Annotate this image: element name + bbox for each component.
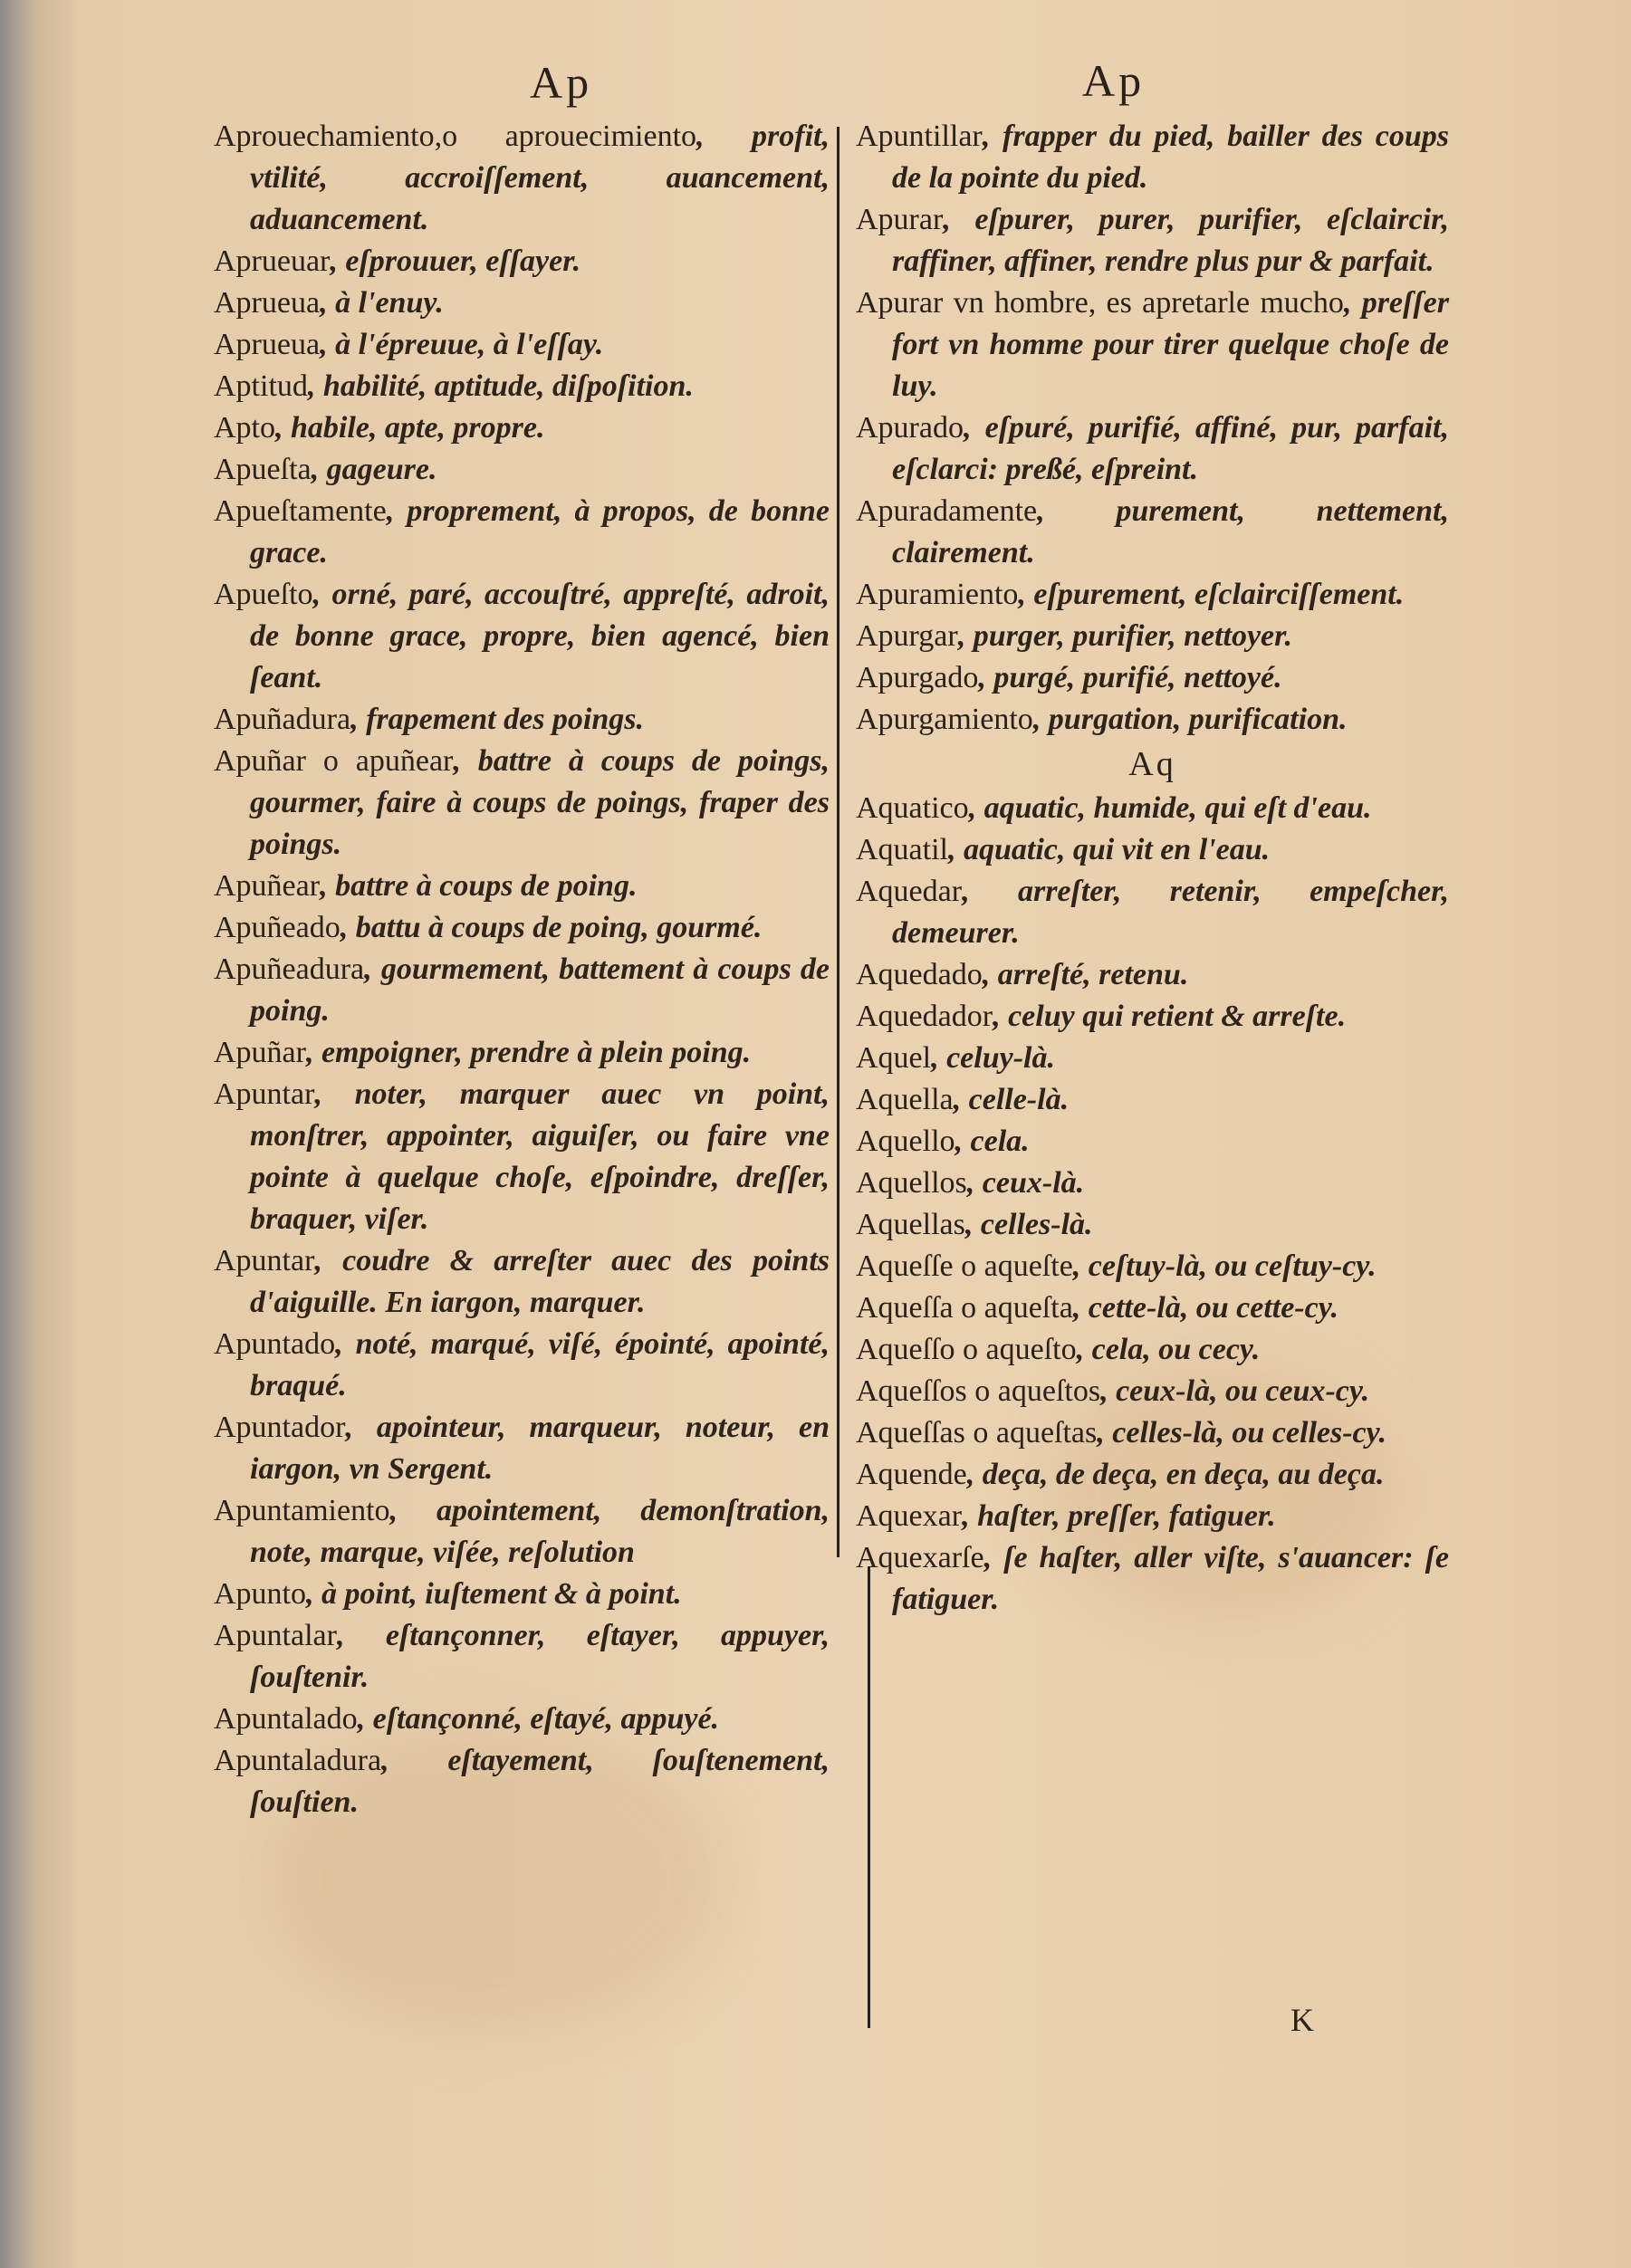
entry-gloss: , purgé, purifié, nettoyé. [978,661,1282,694]
dictionary-entry [214,574,830,699]
entry-headword: Apueſto [214,578,313,611]
entry-headword: Aprueua [214,328,321,361]
entry-gloss: , eſtançonné, eſtayé, appuyé. [357,1702,720,1736]
entry-gloss: , battre à coups de poings, gourmer, faire à coups de poings, fraper des poings. [250,744,830,861]
entry-headword: Apuntador [214,1411,346,1444]
section-heading-aq: Aq [1128,745,1176,783]
entry-gloss: , aquatic, qui vit en l'eau. [947,833,1271,866]
dictionary-entry [214,116,830,241]
entry-headword: Apuntalar [214,1619,337,1652]
dictionary-entry [214,949,830,1032]
dictionary-entry [856,1412,1449,1454]
entry-headword: Apueſta [214,453,312,486]
entry-headword: Apto [214,411,275,445]
right-ap-entries [856,116,1449,741]
entry-gloss: , cette-là, ou cette-cy. [1072,1291,1339,1325]
entry-headword: Aptitud [214,369,308,403]
entry-headword: Apuntaladura [214,1744,382,1777]
entry-headword: Apuntamiento [214,1494,390,1527]
entry-gloss: , celles-là, ou celles-cy. [1097,1416,1386,1450]
column-divider [868,1566,870,2028]
entry-gloss: , à l'enuy. [320,286,444,320]
dictionary-entry [856,616,1449,657]
entry-headword: Apuñadura [214,703,351,736]
dictionary-entry [214,407,830,449]
dictionary-entry [856,871,1449,954]
entry-headword: Apurgar [856,619,958,653]
entry-headword: Aquedador [856,1000,993,1033]
dictionary-entry [856,1038,1449,1079]
dictionary-entry [214,1490,830,1574]
dictionary-entry [856,1121,1449,1163]
dictionary-entry [856,1246,1449,1287]
entry-gloss: , celles-là. [964,1208,1093,1241]
dictionary-entry [856,1204,1449,1246]
entry-headword: Aquedar [856,875,963,908]
dictionary-entry [214,1407,830,1490]
entry-headword: Apuñear [214,869,321,903]
entry-headword: Aquexar [856,1499,963,1533]
dictionary-entry [214,866,830,907]
entry-headword: Aprueuar [214,244,331,278]
entry-gloss: , cela, ou cecy. [1076,1333,1261,1366]
dictionary-entry [856,1454,1449,1496]
dictionary-entry [214,449,830,491]
dictionary-entry [214,907,830,949]
dictionary-entry [214,366,830,407]
signature-mark: K [1290,2002,1314,2038]
entry-headword: Apuntado [214,1327,336,1361]
entry-gloss: , ſe haſter, aller viſte, s'auancer: ſe fatiguer. [892,1541,1449,1616]
dictionary-entry [214,741,830,866]
entry-gloss: , aquatic, humide, qui eſt d'eau. [968,791,1372,825]
entry-headword: Apuñar [214,1036,306,1069]
dictionary-entry [856,116,1449,199]
dictionary-entry [214,1240,830,1324]
entry-gloss: , haſter, preſſer, fatiguer. [962,1499,1276,1533]
entry-gloss: , ceſtuy-là, ou ceſtuy-cy. [1072,1249,1377,1283]
dictionary-entry [856,788,1449,829]
entry-gloss: , battu à coups de poing, gourmé. [340,911,763,944]
entry-headword: Apurado [856,411,964,445]
entry-gloss: , battre à coups de poing. [320,869,638,903]
dictionary-entry [214,1324,830,1407]
entry-headword: Aquatico [856,791,969,825]
entry-gloss: , empoigner, prendre à plein poing. [305,1036,752,1069]
entry-headword: Aprueua [214,286,321,320]
dictionary-entry [856,1163,1449,1204]
dictionary-entry [214,1699,830,1740]
entry-headword: Apuñeado [214,911,341,944]
entry-gloss: , purement, nettement, clairement. [892,494,1449,569]
entry-gloss: , eſprouuer, eſſayer. [330,244,581,278]
left-column [214,116,830,1823]
entry-gloss: , eſpurer, purer, purifier, eſclaircir, raffiner, affiner, rendre plus pur & parfait. [892,203,1449,278]
entry-headword: Aprouechamiento,o aprouecimiento [214,120,697,153]
entry-gloss: , frapper du pied, bailler des coups de la pointe du pied. [892,120,1449,195]
dictionary-entry [214,699,830,741]
dictionary-entry [856,829,1449,871]
entry-headword: Apueſtamente [214,494,387,528]
entry-headword: Apuntillar [856,120,983,153]
right-aq-entries [856,788,1449,1621]
entry-gloss: , ceux-là, ou ceux-cy. [1100,1374,1370,1408]
entry-gloss: , cela. [955,1124,1030,1158]
entry-headword: Aquel [856,1041,932,1075]
entry-headword: Aqueſſos o aqueſtos [856,1374,1101,1408]
entry-headword: Apurgamiento [856,703,1033,736]
entry-headword: Apurgado [856,661,979,694]
dictionary-entry [856,491,1449,574]
column-divider [837,127,839,1557]
entry-headword: Aquellas [856,1208,965,1241]
dictionary-entry [856,954,1449,996]
dictionary-entry [856,1496,1449,1537]
dictionary-entry [214,1615,830,1699]
entry-gloss: , frapement des poings. [350,703,645,736]
entry-headword: Aqueſſa o aqueſta [856,1291,1073,1325]
entry-headword: Aqueſſo o aqueſto [856,1333,1077,1366]
dictionary-entry [856,996,1449,1038]
entry-headword: Apurar vn hombre, es apretarle mucho [856,286,1344,320]
entry-gloss: , habile, apte, propre. [275,411,545,445]
entry-headword: Aquella [856,1083,954,1116]
dictionary-entry [856,657,1449,699]
entry-headword: Aquatil [856,833,948,866]
entry-headword: Apuradamente [856,494,1038,528]
entry-headword: Aqueſſas o aqueſtas [856,1416,1098,1450]
entry-gloss: , purgation, purification. [1032,703,1348,736]
entry-headword: Aquedado [856,958,983,991]
dictionary-entry [856,1371,1449,1412]
entry-gloss: , à l'épreuue, à l'eſſay. [320,328,604,361]
entry-headword: Apuñeadura [214,952,365,986]
entry-gloss: , arreſté, retenu. [982,958,1189,991]
entry-gloss: , apointeur, marqueur, noteur, en iargon, vn Sergent. [250,1411,830,1486]
left-column-header: Ap [530,57,593,108]
entry-gloss: , noter, marquer auec vn point, monſtrer, appointer, aiguiſer, ou faire vne pointe à quelque choſe, eſpoindre, dreſſer, braquer, viſer. [250,1077,830,1236]
entry-gloss: , celle-là. [953,1083,1070,1116]
entry-headword: Apuñar o apuñear [214,744,454,778]
right-column-header: Ap [1082,55,1146,106]
dictionary-entry [856,699,1449,741]
dictionary-entry [214,491,830,574]
entry-gloss: , celuy qui retient & arreſte. [993,1000,1347,1033]
dictionary-entry [214,324,830,366]
dictionary-entry [214,1574,830,1615]
dictionary-entry [214,282,830,324]
entry-headword: Aquende [856,1458,967,1491]
dictionary-entry [214,1032,830,1074]
entry-gloss: , eſtançonner, eſtayer, appuyer, ſouſtenir. [250,1619,830,1694]
dictionary-entry [856,574,1449,616]
entry-gloss: , deça, de deça, en deça, au deça. [966,1458,1385,1491]
dictionary-entry [856,1079,1449,1121]
entry-gloss: , arreſter, retenir, empeſcher, demeurer. [892,875,1449,950]
entry-gloss: , eſtayement, ſouſtenement, ſouſtien. [250,1744,830,1819]
entry-gloss: , celuy-là. [931,1041,1055,1075]
entry-gloss: , preſſer fort vn homme pour tirer quelque choſe de luy. [892,286,1449,403]
dictionary-entry [214,1074,830,1240]
entry-gloss: , eſpuré, purifié, affiné, pur, parfait, eſclarci: preßé, eſpreint. [892,411,1449,486]
entry-gloss: , gageure. [311,453,437,486]
entry-gloss: , profit, vtilité, accroiſſement, auancement, aduancement. [250,120,830,236]
entry-gloss: , gourmement, battement à coups de poing. [250,952,830,1028]
entry-gloss: , à point, iuſtement & à point. [306,1577,682,1611]
entry-headword: Apurar [856,203,944,236]
entry-gloss: , apointement, demonſtration, note, marque, viſée, reſolution [250,1494,830,1569]
entry-headword: Apuntar [214,1244,315,1278]
entry-headword: Aquello [856,1124,955,1158]
entry-gloss: , ceux-là. [966,1166,1085,1200]
entry-gloss: , coudre & arreſter auec des points d'aiguille. En iargon, marquer. [250,1244,830,1319]
entry-gloss: , purger, purifier, nettoyer. [957,619,1293,653]
dictionary-entry [856,1329,1449,1371]
entry-headword: Aquexarſe [856,1541,984,1574]
entry-headword: Apuntalado [214,1702,358,1736]
entry-headword: Apuntar [214,1077,315,1111]
entry-headword: Apunto [214,1577,306,1611]
entry-headword: Aquellos [856,1166,967,1200]
dictionary-entry [856,1287,1449,1329]
entry-headword: Apuramiento [856,578,1019,611]
entry-headword: Aqueſſe o aqueſte [856,1249,1073,1283]
dictionary-entry [856,1537,1449,1621]
entry-gloss: , noté, marqué, viſé, épointé, apointé, braqué. [250,1327,830,1402]
dictionary-entry [856,199,1449,282]
entry-gloss: , eſpurement, eſclairciſſement. [1018,578,1405,611]
entry-gloss: , orné, paré, accouſtré, appreſté, adroit, de bonne grace, propre, bien agencé, bien ſeant. [250,578,830,694]
dictionary-entry [856,407,1449,491]
dictionary-entry [214,241,830,282]
entry-gloss: , proprement, à propos, de bonne grace. [250,494,830,569]
right-column [856,116,1449,1621]
entry-gloss: , habilité, aptitude, diſpoſition. [307,369,694,403]
dictionary-entry [214,1740,830,1823]
dictionary-entry [856,282,1449,407]
